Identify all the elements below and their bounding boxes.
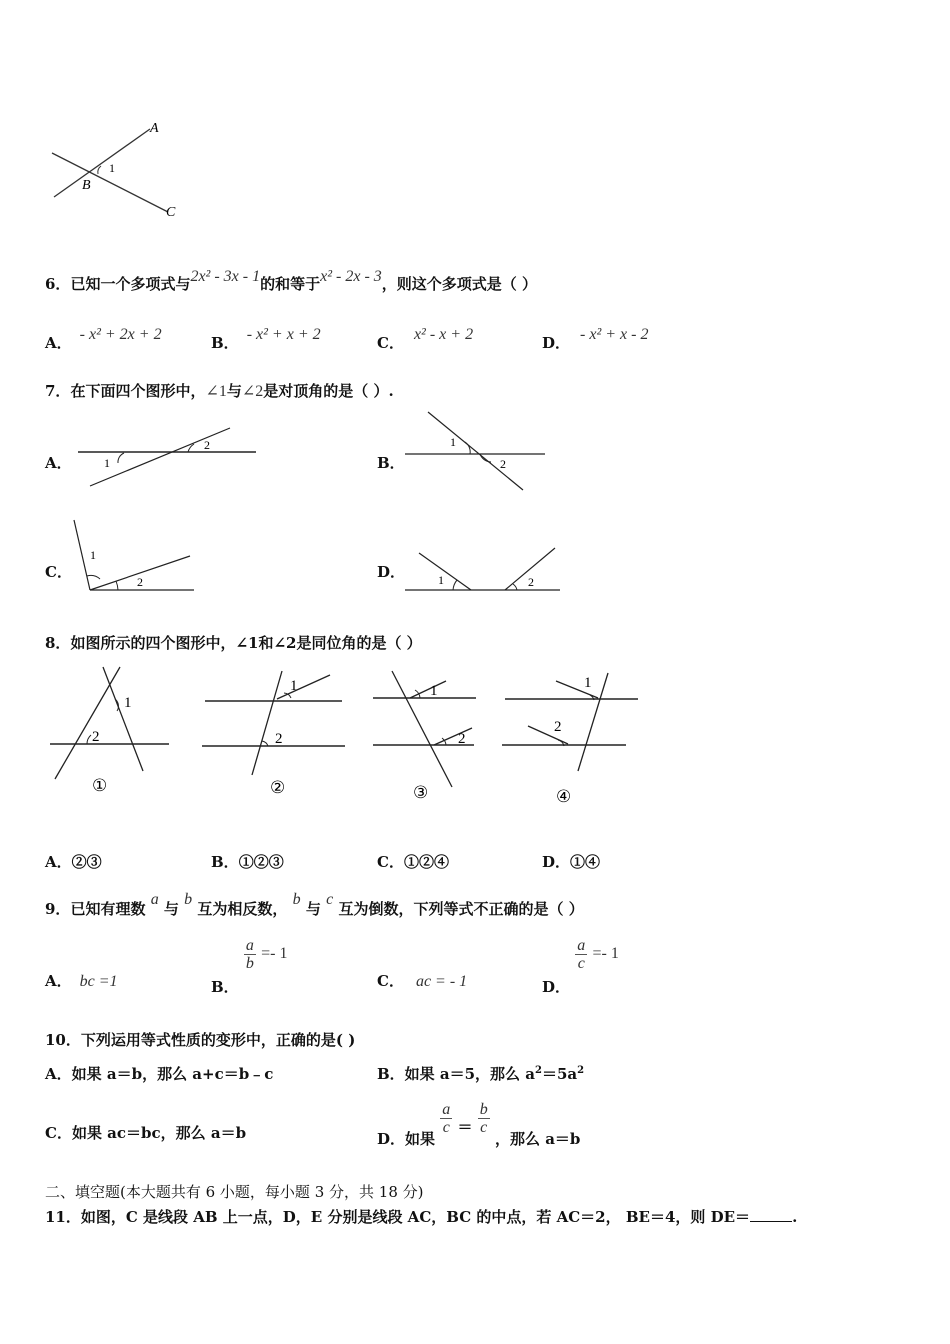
q7-option-c[interactable]: C． xyxy=(45,563,72,581)
q10-option-a[interactable]: A．如果 a＝b，那么 a+c＝b﹣c xyxy=(45,1065,274,1083)
q7b-angle-2: 2 xyxy=(500,457,506,471)
q9-option-a[interactable]: A． bc =1 xyxy=(45,972,118,990)
q7-option-b[interactable]: B． xyxy=(377,454,405,472)
q7d-angle-2: 2 xyxy=(528,575,534,589)
q7c-angle-1: 1 xyxy=(90,548,96,562)
q8-option-a[interactable]: A．②③ xyxy=(45,853,102,871)
q6-expr-1: 2x² - 3x - 1 xyxy=(190,268,261,285)
q8f3-angle-2: 2 xyxy=(458,731,466,747)
question-6 xyxy=(45,268,538,294)
angle-figure-abc xyxy=(40,115,190,225)
q7d-angle-1: 1 xyxy=(438,573,444,587)
q7-option-a[interactable]: A． xyxy=(45,454,72,472)
q8-figure-label-4: ④ xyxy=(556,787,572,806)
q7b-angle-1: 1 xyxy=(450,435,456,449)
q8f4-angle-2: 2 xyxy=(554,719,562,735)
q8-option-d[interactable]: D．①④ xyxy=(542,853,601,871)
q8f2-angle-2: 2 xyxy=(275,731,283,747)
question-7: 7．在下面四个图形中，∠1与∠2是对顶角的是（ ）. xyxy=(45,382,394,400)
q8-option-b[interactable]: B．①②③ xyxy=(211,853,284,871)
q9-option-d[interactable]: D． $\frac{a}{c}$ =- 1 xyxy=(542,937,619,996)
q8f1-angle-2: 2 xyxy=(92,729,100,745)
q7-figure-b xyxy=(405,410,550,495)
q10-option-b[interactable]: B．如果 a＝5，那么 $a^2=5a^2$ xyxy=(377,1065,585,1083)
q6-number: 6． xyxy=(45,275,71,293)
q7a-angle-2: 2 xyxy=(204,438,210,452)
question-9: 9．已知有理数 a 与 b 互为相反数， b 与 c 互为倒数，下列等式不正确的是（ ） xyxy=(45,891,584,918)
q6-text-1: 已知一个多项式与 xyxy=(70,275,191,293)
q6-option-c[interactable]: C． x² - x + 2 xyxy=(377,326,474,352)
q8f1-angle-1: 1 xyxy=(124,695,132,711)
q6-text-3: ，则这个多项式是（ ） xyxy=(381,275,538,293)
q6-expr-2: x² - 2x - 3 xyxy=(320,268,382,285)
q8f2-angle-1: 1 xyxy=(290,678,298,694)
q7-figure-c xyxy=(70,518,200,598)
q7a-angle-1: 1 xyxy=(104,456,110,470)
q7c-angle-2: 2 xyxy=(137,575,143,589)
q8-figure-4 xyxy=(500,665,645,805)
question-10: 10．下列运用等式性质的变形中，正确的是( ) xyxy=(45,1031,356,1049)
q8-figure-label-3: ③ xyxy=(413,783,429,802)
q10-option-d[interactable]: D．如果 $\frac{a}{c}$ ＝ $\frac{b}{c}$ ，那么 a＝b xyxy=(377,1101,581,1148)
q7-option-d[interactable]: D． xyxy=(377,563,406,581)
q9-option-c[interactable]: C． ac = - 1 xyxy=(377,972,468,990)
q6-option-d[interactable]: D． - x² + x - 2 xyxy=(542,326,649,352)
q8-figure-3 xyxy=(368,665,518,805)
q10-option-c[interactable]: C．如果 ac＝bc，那么 a＝b xyxy=(45,1124,247,1142)
question-8: 8．如图所示的四个图形中，∠1和∠2是同位角的是（ ） xyxy=(45,634,422,652)
q7-figure-a xyxy=(78,428,263,493)
q8f4-angle-1: 1 xyxy=(584,675,592,691)
label-b: B xyxy=(82,178,91,193)
q8-option-c[interactable]: C．①②④ xyxy=(377,853,449,871)
q6-option-b[interactable]: B． - x² + x + 2 xyxy=(211,326,321,352)
q8-figure-2 xyxy=(200,665,350,800)
q7-figure-d xyxy=(405,545,565,595)
q8-figure-1 xyxy=(45,665,175,800)
label-c: C xyxy=(166,205,176,220)
q8f3-angle-1: 1 xyxy=(430,683,438,699)
section-2-title: 二、填空题(本大题共有 6 小题，每小题 3 分，共 18 分) xyxy=(45,1183,424,1201)
label-angle-1: 1 xyxy=(109,161,115,175)
q6-text-2: 的和等于 xyxy=(260,275,321,293)
question-11: 11．如图，C 是线段 AB 上一点，D，E 分别是线段 AC，BC 的中点，若 AC＝2， BE＝4，则 DE＝ . xyxy=(45,1208,798,1226)
q8-figure-label-1: ① xyxy=(92,776,108,795)
q6-option-a[interactable]: A． - x² + 2x + 2 xyxy=(45,326,162,352)
q9-option-b[interactable]: B． $\frac{a}{b}$ =- 1 xyxy=(211,937,288,996)
answer-blank[interactable] xyxy=(750,1207,792,1222)
q8-figure-label-2: ② xyxy=(270,778,286,797)
label-a: A xyxy=(150,121,159,136)
